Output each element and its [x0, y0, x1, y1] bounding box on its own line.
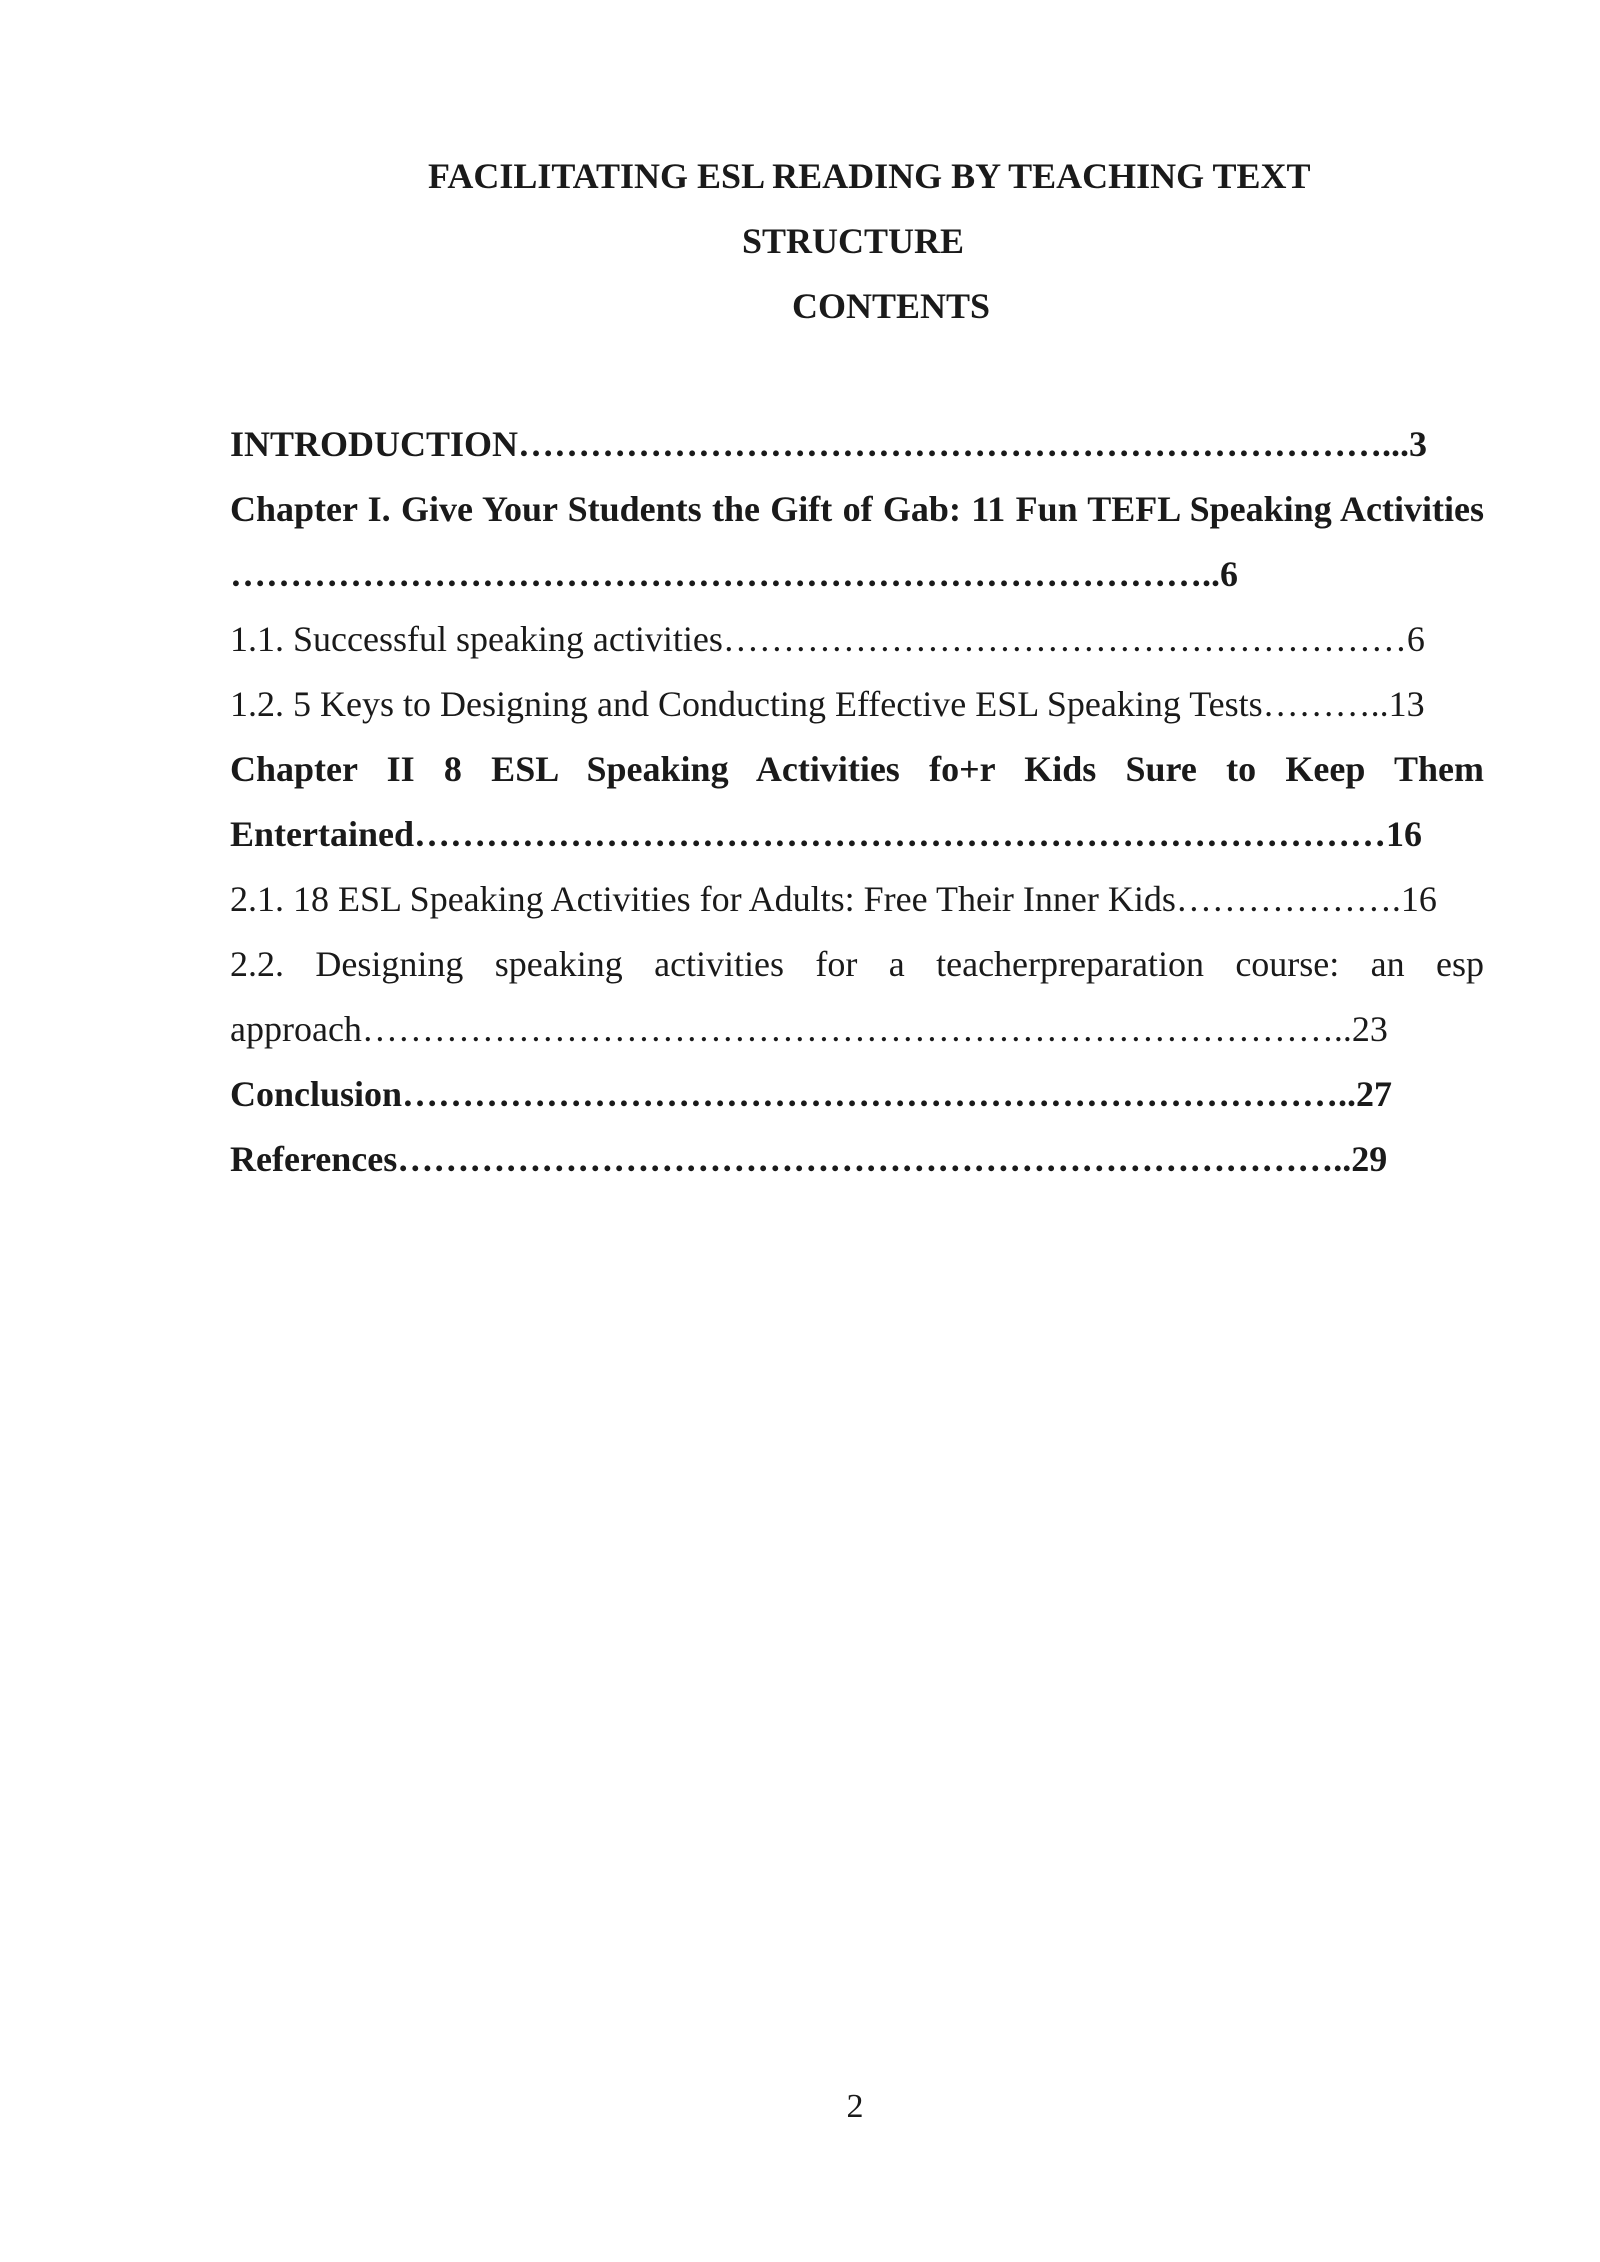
toc-entry-section-2-1: 2.1. 18 ESL Speaking Activities for Adults: Free Their Inner Kids……………….16	[230, 879, 1437, 919]
toc-entry-references: References……………………………………………………………………..29	[230, 1139, 1388, 1179]
toc-entry-chapter-2: Chapter II 8 ESL Speaking Activities fo+r Kids Sure to Keep Them Entertained………………………………………………………………………16	[230, 749, 1484, 854]
document-title-line-1: FACILITATING ESL READING BY TEACHING TEXT	[428, 156, 1311, 196]
toc-entry-section-2-2: 2.2. Designing speaking activities for a teacherpreparation course: an esp approach………………………………………………………………………..23	[230, 944, 1484, 1049]
toc-entry-section-1-1: 1.1. Successful speaking activities…………………………………………………6	[230, 619, 1425, 659]
contents-heading: CONTENTS	[792, 286, 991, 326]
page-number: 2	[846, 2088, 864, 2125]
toc-entry-chapter-1: Chapter I. Give Your Students the Gift of Gab: 11 Fun TEFL Speaking Activities ………………………………………………………………………..6	[230, 489, 1484, 594]
document-title-line-2: STRUCTURE	[742, 221, 965, 261]
table-of-contents	[230, 412, 1484, 1192]
toc-entry-introduction: INTRODUCTION………………………………………………………………...3	[230, 424, 1428, 464]
toc-entry-conclusion: Conclusion……………………………………………………………………..27	[230, 1074, 1393, 1114]
toc-entry-section-1-2: 1.2. 5 Keys to Designing and Conducting Effective ESL Speaking Tests………..13	[230, 684, 1425, 724]
